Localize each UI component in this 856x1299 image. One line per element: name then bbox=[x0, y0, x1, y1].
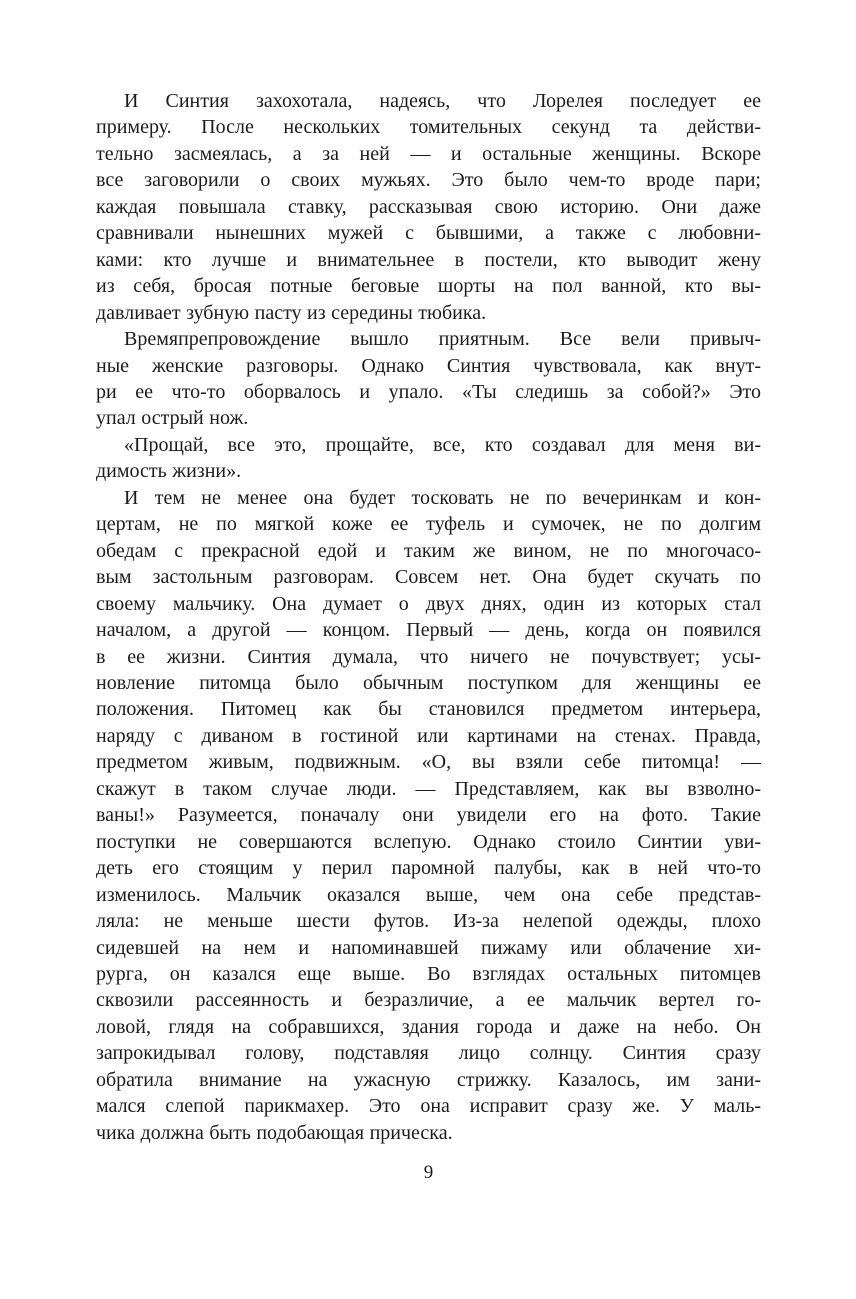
text-line: давливает зубную пасту из середины тюбика. bbox=[96, 301, 487, 324]
text-line: цертам, не по мягкой коже ее туфель и сумочек, не по долгим bbox=[96, 513, 761, 536]
text-line: Времяпрепровождение вышло приятным. Все вели привыч- bbox=[124, 328, 761, 351]
text-line: упал острый нож. bbox=[96, 407, 249, 430]
paragraph bbox=[96, 432, 761, 485]
text-line: началом, а другой — концом. Первый — день, когда он появился bbox=[96, 619, 761, 642]
text-line: тельно засмеялась, а за ней — и остальные женщины. Вскоре bbox=[96, 142, 761, 165]
text-line: вым застольным разговорам. Совсем нет. Она будет скучать по bbox=[96, 566, 761, 589]
text-line: И Синтия захохотала, надеясь, что Лорелея последует ее bbox=[124, 90, 761, 112]
text-line: предметом живым, подвижным. «О, вы взяли себе питомца! — bbox=[96, 751, 761, 774]
text-line: каждая повышала ставку, рассказывая свою историю. Они даже bbox=[96, 195, 761, 218]
text-line: наряду с диваном в гостиной или картинами на стенах. Правда, bbox=[96, 724, 761, 747]
text-line: обедам с прекрасной едой и таким же вином, не по многочасо- bbox=[96, 539, 761, 562]
page-text bbox=[96, 88, 761, 1146]
text-line: ваны!» Разумеется, поначалу они увидели его на фото. Такие bbox=[96, 804, 761, 827]
text-line: ляла: не меньше шести футов. Из-за нелепой одежды, плохо bbox=[96, 910, 761, 933]
text-line: мался слепой парикмахер. Это она исправит сразу же. У маль- bbox=[96, 1095, 761, 1118]
text-line: сидевшей на нем и напоминавшей пижаму или облачение хи- bbox=[96, 936, 761, 959]
text-line: сравнивали нынешних мужей с бывшими, а также с любовни- bbox=[96, 222, 761, 245]
text-line: ные женские разговоры. Однако Синтия чувствовала, как внут- bbox=[96, 354, 761, 377]
text-line: из себя, бросая потные беговые шорты на пол ванной, кто вы- bbox=[96, 275, 761, 298]
paragraph bbox=[96, 88, 761, 326]
text-line: положения. Питомец как бы становился предметом интерьера, bbox=[96, 698, 761, 721]
paragraph bbox=[96, 485, 761, 1146]
text-line: примеру. После нескольких томительных секунд та действи- bbox=[96, 116, 761, 139]
text-line: И тем не менее она будет тосковать не по вечеринкам и кон- bbox=[124, 486, 761, 509]
text-line: обратила внимание на ужасную стрижку. Казалось, им зани- bbox=[96, 1068, 761, 1091]
text-line: ри ее что-то оборвалось и упало. «Ты следишь за собой?» Это bbox=[96, 380, 761, 403]
text-line: сквозили рассеянность и безразличие, а ее мальчик вертел го- bbox=[96, 989, 761, 1012]
page-number: 9 bbox=[423, 1162, 434, 1184]
paragraph bbox=[96, 326, 761, 432]
text-line: изменилось. Мальчик оказался выше, чем она себе представ- bbox=[96, 883, 761, 906]
text-line: ками: кто лучше и внимательнее в постели, кто выводит жену bbox=[96, 248, 761, 271]
text-line: рурга, он казался еще выше. Во взглядах остальных питомцев bbox=[96, 962, 761, 985]
text-line: запрокидывал голову, подставляя лицо солнцу. Синтия сразу bbox=[96, 1042, 761, 1065]
text-line: в ее жизни. Синтия думала, что ничего не почувствует; усы- bbox=[96, 645, 761, 668]
text-line: димость жизни». bbox=[96, 460, 242, 483]
text-line: своему мальчику. Она думает о двух днях, один из которых стал bbox=[96, 592, 761, 615]
text-line: деть его стоящим у перил паромной палубы, как в ней что-то bbox=[96, 857, 761, 880]
text-line: чика должна быть подобающая прическа. bbox=[96, 1121, 453, 1144]
text-line: поступки не совершаются вслепую. Однако стоило Синтии уви- bbox=[96, 830, 761, 853]
text-line: ловой, глядя на собравшихся, здания города и даже на небо. Он bbox=[96, 1015, 761, 1038]
text-line: все заговорили о своих мужьях. Это было чем-то вроде пари; bbox=[96, 169, 761, 192]
text-line: «Прощай, все это, прощайте, все, кто создавал для меня ви- bbox=[124, 433, 761, 456]
text-line: новление питомца было обычным поступком для женщины ее bbox=[96, 671, 761, 694]
text-line: скажут в таком случае люди. — Представляем, как вы взволно- bbox=[96, 777, 761, 800]
